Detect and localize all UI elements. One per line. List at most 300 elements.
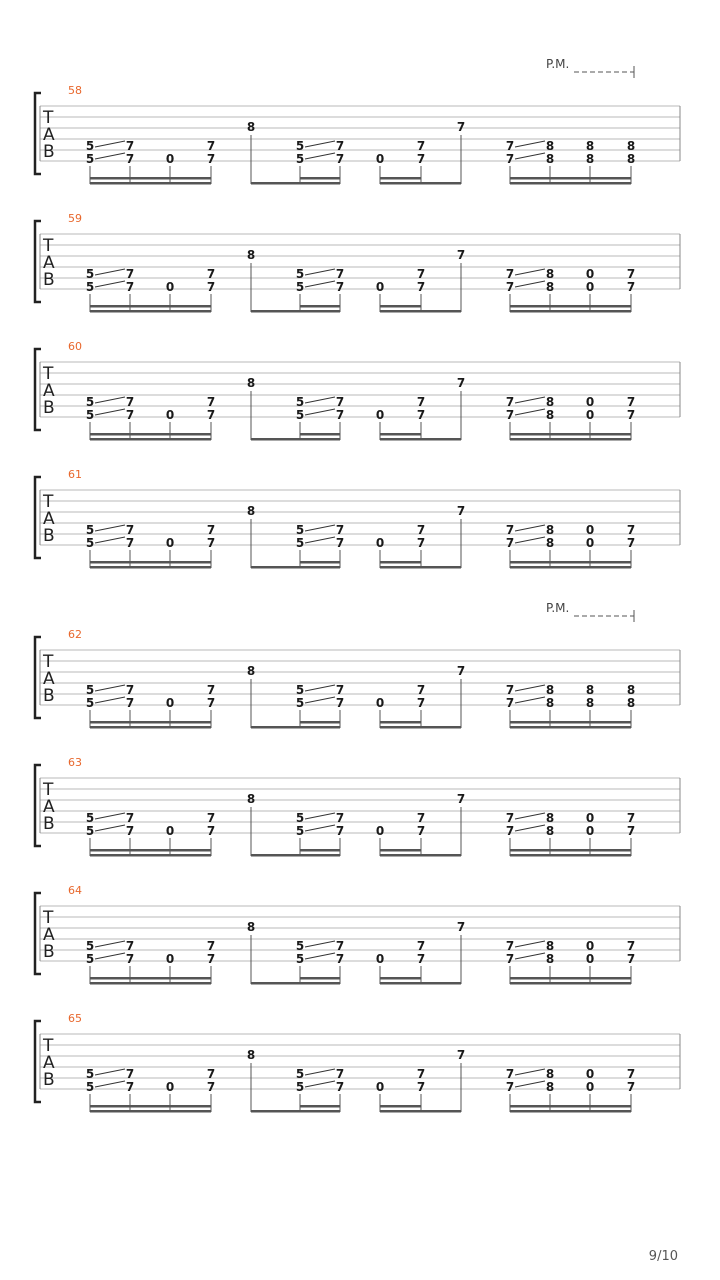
slide-line (95, 537, 125, 543)
beam-primary (90, 310, 211, 313)
tab-note: 7 (335, 523, 345, 537)
measure-number: 64 (68, 884, 82, 897)
tab-note: 7 (416, 280, 426, 294)
slide-line (95, 269, 125, 275)
tab-note: 7 (206, 1080, 216, 1094)
tab-note: 0 (165, 152, 175, 166)
tab-note: 7 (125, 824, 135, 838)
tab-note: 7 (626, 824, 636, 838)
tab-note: 8 (246, 248, 256, 262)
tab-note: 7 (626, 1080, 636, 1094)
tab-note: 7 (456, 1048, 466, 1062)
tab-note: 8 (626, 139, 636, 153)
slide-line (515, 269, 545, 275)
beam-secondary (300, 849, 340, 852)
tab-note: 7 (505, 523, 515, 537)
slide-line (515, 953, 545, 959)
tab-note: 7 (335, 536, 345, 550)
beam-primary (90, 854, 211, 857)
tab-clef-b: B (43, 398, 55, 418)
tab-note: 7 (626, 267, 636, 281)
tab-note: 7 (416, 1067, 426, 1081)
tab-note: 7 (456, 792, 466, 806)
tab-note: 0 (585, 267, 595, 281)
tab-note: 7 (626, 395, 636, 409)
tab-note: 7 (206, 280, 216, 294)
tab-note: 8 (246, 920, 256, 934)
slide-line (305, 281, 335, 287)
tab-note: 5 (295, 152, 305, 166)
beam-secondary (380, 177, 421, 180)
tab-note: 7 (626, 280, 636, 294)
tab-note: 0 (375, 824, 385, 838)
tab-note: 5 (295, 139, 305, 153)
slide-line (305, 697, 335, 703)
tab-note: 5 (85, 267, 95, 281)
beam-primary (90, 982, 211, 985)
tab-note: 5 (295, 824, 305, 838)
tab-note: 0 (375, 1080, 385, 1094)
tab-note: 5 (295, 683, 305, 697)
tab-note: 0 (375, 952, 385, 966)
tab-note: 7 (125, 408, 135, 422)
tab-note: 7 (505, 267, 515, 281)
beam-secondary (300, 305, 340, 308)
beam-primary (90, 566, 211, 569)
tab-note: 7 (505, 1067, 515, 1081)
slide-line (95, 153, 125, 159)
tab-note: 8 (246, 664, 256, 678)
beam-secondary (300, 721, 340, 724)
slide-line (305, 825, 335, 831)
tab-note: 7 (206, 939, 216, 953)
beam-primary (380, 310, 461, 313)
tab-clef-b: B (43, 686, 55, 706)
tab-note: 7 (505, 1080, 515, 1094)
slide-line (305, 537, 335, 543)
tab-note: 5 (295, 811, 305, 825)
tab-note: 5 (295, 536, 305, 550)
beam-secondary (510, 433, 631, 436)
beam-primary (251, 982, 340, 985)
tab-note: 5 (295, 408, 305, 422)
tab-clef-t: T (43, 1036, 54, 1056)
tab-note: 7 (626, 939, 636, 953)
tab-note: 7 (335, 1080, 345, 1094)
slide-line (515, 537, 545, 543)
tab-note: 5 (295, 952, 305, 966)
tab-note: 7 (416, 811, 426, 825)
tab-note: 0 (585, 1080, 595, 1094)
tab-note: 7 (206, 683, 216, 697)
slide-line (305, 269, 335, 275)
tab-note: 7 (125, 536, 135, 550)
slide-line (305, 525, 335, 531)
tab-clef-a: A (43, 125, 55, 145)
tab-note: 0 (165, 824, 175, 838)
slide-line (305, 153, 335, 159)
slide-line (95, 953, 125, 959)
beam-secondary (510, 561, 631, 564)
tab-note: 7 (125, 280, 135, 294)
tab-note: 8 (545, 523, 555, 537)
tab-note: 0 (585, 952, 595, 966)
tab-note: 0 (375, 696, 385, 710)
tab-note: 7 (456, 376, 466, 390)
slide-line (95, 825, 125, 831)
tab-note: 8 (626, 696, 636, 710)
tab-note: 7 (505, 811, 515, 825)
beam-secondary (380, 433, 421, 436)
tab-note: 7 (505, 280, 515, 294)
slide-line (515, 141, 545, 147)
tab-note: 7 (416, 1080, 426, 1094)
tab-note: 7 (125, 683, 135, 697)
tab-clef-t: T (43, 652, 54, 672)
tab-note: 7 (335, 139, 345, 153)
tab-note: 7 (456, 504, 466, 518)
tab-note: 5 (85, 696, 95, 710)
beam-primary (90, 1110, 211, 1113)
tab-note: 7 (335, 1067, 345, 1081)
tab-note: 7 (206, 523, 216, 537)
beam-primary (380, 566, 461, 569)
beam-primary (380, 982, 461, 985)
tab-note: 5 (295, 696, 305, 710)
tab-note: 7 (335, 408, 345, 422)
tab-note: 7 (125, 152, 135, 166)
beam-primary (510, 566, 631, 569)
tab-note: 8 (545, 152, 555, 166)
beam-secondary (380, 721, 421, 724)
tab-note: 7 (626, 1067, 636, 1081)
beam-primary (251, 1110, 340, 1113)
beam-primary (380, 854, 461, 857)
beam-primary (510, 726, 631, 729)
tab-note: 7 (206, 408, 216, 422)
beam-primary (380, 182, 461, 185)
tab-note: 7 (505, 536, 515, 550)
tab-note: 0 (585, 408, 595, 422)
tab-note: 5 (85, 824, 95, 838)
tab-clef-b: B (43, 814, 55, 834)
tab-note: 7 (456, 664, 466, 678)
slide-line (305, 953, 335, 959)
tab-note: 7 (416, 395, 426, 409)
measure-number: 62 (68, 628, 82, 641)
beam-secondary (380, 1105, 421, 1108)
tab-note: 5 (85, 1067, 95, 1081)
tab-note: 5 (85, 952, 95, 966)
tab-clef-t: T (43, 908, 54, 928)
slide-line (305, 1069, 335, 1075)
tab-note: 0 (375, 408, 385, 422)
beam-secondary (510, 1105, 631, 1108)
tab-note: 5 (85, 139, 95, 153)
tab-note: 7 (335, 683, 345, 697)
tab-note: 8 (545, 811, 555, 825)
tab-note: 7 (125, 696, 135, 710)
tab-note: 8 (545, 395, 555, 409)
tab-note: 7 (416, 939, 426, 953)
tab-note: 7 (335, 824, 345, 838)
tab-note: 7 (456, 120, 466, 134)
page-number: 9/10 (648, 1249, 678, 1264)
tab-note: 7 (125, 952, 135, 966)
slide-line (95, 685, 125, 691)
tab-note: 0 (165, 696, 175, 710)
tab-note: 5 (85, 523, 95, 537)
tab-clef-a: A (43, 797, 55, 817)
tab-note: 8 (585, 696, 595, 710)
tab-note: 8 (246, 120, 256, 134)
beam-secondary (90, 561, 211, 564)
tab-clef-b: B (43, 142, 55, 162)
tab-note: 7 (505, 408, 515, 422)
palm-mute-label: P.M. (546, 57, 570, 71)
tab-note: 8 (626, 683, 636, 697)
tab-note: 8 (545, 939, 555, 953)
tab-note: 5 (295, 280, 305, 294)
beam-secondary (90, 1105, 211, 1108)
beam-primary (380, 726, 461, 729)
tab-note: 5 (85, 280, 95, 294)
tab-note: 5 (85, 1080, 95, 1094)
tab-note: 7 (125, 1080, 135, 1094)
beam-secondary (380, 305, 421, 308)
tab-note: 8 (545, 952, 555, 966)
tab-note: 8 (545, 696, 555, 710)
slide-line (515, 813, 545, 819)
tab-note: 7 (206, 952, 216, 966)
beam-primary (251, 438, 340, 441)
tab-note: 7 (416, 139, 426, 153)
tab-note: 7 (416, 152, 426, 166)
tab-note: 5 (295, 939, 305, 953)
beam-primary (90, 726, 211, 729)
slide-line (95, 813, 125, 819)
beam-primary (510, 854, 631, 857)
beam-secondary (380, 561, 421, 564)
tab-note: 7 (416, 408, 426, 422)
tab-note: 5 (295, 395, 305, 409)
tab-note: 0 (375, 280, 385, 294)
beam-primary (90, 182, 211, 185)
beam-secondary (90, 177, 211, 180)
beam-secondary (300, 433, 340, 436)
beam-secondary (380, 977, 421, 980)
measure-number: 61 (68, 468, 82, 481)
tab-note: 7 (456, 248, 466, 262)
tab-clef-t: T (43, 108, 54, 128)
slide-line (515, 397, 545, 403)
tab-note: 7 (416, 683, 426, 697)
slide-line (305, 813, 335, 819)
tab-clef-b: B (43, 526, 55, 546)
measure-number: 58 (68, 84, 82, 97)
tab-note: 7 (125, 939, 135, 953)
beam-secondary (510, 305, 631, 308)
tab-note: 7 (626, 811, 636, 825)
slide-line (95, 525, 125, 531)
tab-note: 7 (206, 267, 216, 281)
tab-note: 5 (85, 811, 95, 825)
beam-primary (251, 182, 340, 185)
tab-note: 7 (505, 952, 515, 966)
tab-note: 7 (335, 152, 345, 166)
tab-note: 0 (165, 952, 175, 966)
tab-note: 7 (206, 1067, 216, 1081)
tab-note: 7 (626, 536, 636, 550)
tab-note: 5 (295, 267, 305, 281)
tab-note: 7 (335, 696, 345, 710)
beam-secondary (510, 977, 631, 980)
slide-line (95, 141, 125, 147)
slide-line (305, 397, 335, 403)
tab-note: 5 (295, 523, 305, 537)
tab-note: 7 (505, 395, 515, 409)
tab-note: 7 (626, 952, 636, 966)
tab-note: 8 (545, 824, 555, 838)
slide-line (515, 525, 545, 531)
tab-note: 0 (375, 152, 385, 166)
slide-line (515, 409, 545, 415)
tab-note: 8 (246, 792, 256, 806)
tab-note: 7 (335, 811, 345, 825)
slide-line (305, 409, 335, 415)
slide-line (305, 1081, 335, 1087)
tab-clef-b: B (43, 1070, 55, 1090)
tab-clef-t: T (43, 780, 54, 800)
beam-primary (510, 1110, 631, 1113)
slide-line (515, 1081, 545, 1087)
tab-note: 0 (585, 1067, 595, 1081)
beam-secondary (300, 1105, 340, 1108)
tab-note: 7 (505, 824, 515, 838)
tab-note: 7 (456, 920, 466, 934)
beam-secondary (510, 177, 631, 180)
slide-line (305, 685, 335, 691)
tab-note: 0 (585, 395, 595, 409)
slide-line (305, 141, 335, 147)
tab-note: 7 (626, 408, 636, 422)
tab-note: 0 (585, 280, 595, 294)
tab-note: 7 (206, 536, 216, 550)
measure-number: 60 (68, 340, 82, 353)
tab-note: 0 (585, 811, 595, 825)
slide-line (515, 941, 545, 947)
tab-note: 0 (165, 280, 175, 294)
tab-note: 8 (545, 683, 555, 697)
slide-line (515, 685, 545, 691)
tab-note: 7 (505, 683, 515, 697)
tab-note: 7 (206, 811, 216, 825)
tab-note: 8 (246, 1048, 256, 1062)
slide-line (515, 153, 545, 159)
tab-note: 8 (545, 280, 555, 294)
beam-primary (90, 438, 211, 441)
beam-primary (510, 310, 631, 313)
tab-note: 8 (246, 376, 256, 390)
beam-primary (251, 566, 340, 569)
tab-note: 7 (125, 523, 135, 537)
tab-note: 7 (505, 696, 515, 710)
slide-line (95, 409, 125, 415)
tab-note: 8 (545, 267, 555, 281)
tab-note: 7 (416, 952, 426, 966)
tab-note: 8 (545, 408, 555, 422)
tab-note: 7 (505, 939, 515, 953)
tab-note: 7 (125, 811, 135, 825)
tab-note: 7 (416, 523, 426, 537)
tab-note: 7 (206, 395, 216, 409)
tab-note: 0 (165, 1080, 175, 1094)
beam-primary (251, 310, 340, 313)
tab-note: 7 (335, 267, 345, 281)
tab-note: 0 (585, 523, 595, 537)
tab-note: 8 (545, 536, 555, 550)
slide-line (515, 825, 545, 831)
slide-line (95, 1081, 125, 1087)
slide-line (95, 397, 125, 403)
tab-note: 0 (585, 824, 595, 838)
tab-note: 7 (626, 523, 636, 537)
tab-note: 7 (416, 536, 426, 550)
tab-note: 7 (206, 139, 216, 153)
beam-primary (380, 438, 461, 441)
tab-note: 5 (85, 683, 95, 697)
tab-note: 5 (85, 408, 95, 422)
tab-clef-b: B (43, 942, 55, 962)
tab-note: 8 (585, 683, 595, 697)
beam-secondary (90, 977, 211, 980)
tab-note: 7 (206, 152, 216, 166)
tab-note: 5 (295, 1067, 305, 1081)
tab-note: 7 (335, 939, 345, 953)
tab-note: 7 (125, 395, 135, 409)
tab-clef-a: A (43, 509, 55, 529)
tab-clef-t: T (43, 492, 54, 512)
beam-secondary (90, 305, 211, 308)
measure-number: 65 (68, 1012, 82, 1025)
slide-line (95, 941, 125, 947)
tab-note: 5 (85, 536, 95, 550)
tab-clef-a: A (43, 925, 55, 945)
tab-note: 0 (585, 939, 595, 953)
beam-primary (251, 726, 340, 729)
tab-note: 7 (335, 395, 345, 409)
slide-line (95, 697, 125, 703)
beam-secondary (90, 433, 211, 436)
tab-note: 5 (295, 1080, 305, 1094)
beam-secondary (510, 849, 631, 852)
slide-line (515, 1069, 545, 1075)
beam-primary (251, 854, 340, 857)
tab-clef-a: A (43, 253, 55, 273)
tab-note: 7 (505, 139, 515, 153)
tab-clef-t: T (43, 364, 54, 384)
tab-note: 5 (85, 152, 95, 166)
beam-primary (510, 182, 631, 185)
beam-secondary (510, 721, 631, 724)
tab-note: 7 (125, 267, 135, 281)
tab-note: 7 (125, 139, 135, 153)
slide-line (95, 281, 125, 287)
tab-note: 7 (505, 152, 515, 166)
tab-clef-t: T (43, 236, 54, 256)
tab-note: 0 (375, 536, 385, 550)
beam-secondary (300, 561, 340, 564)
